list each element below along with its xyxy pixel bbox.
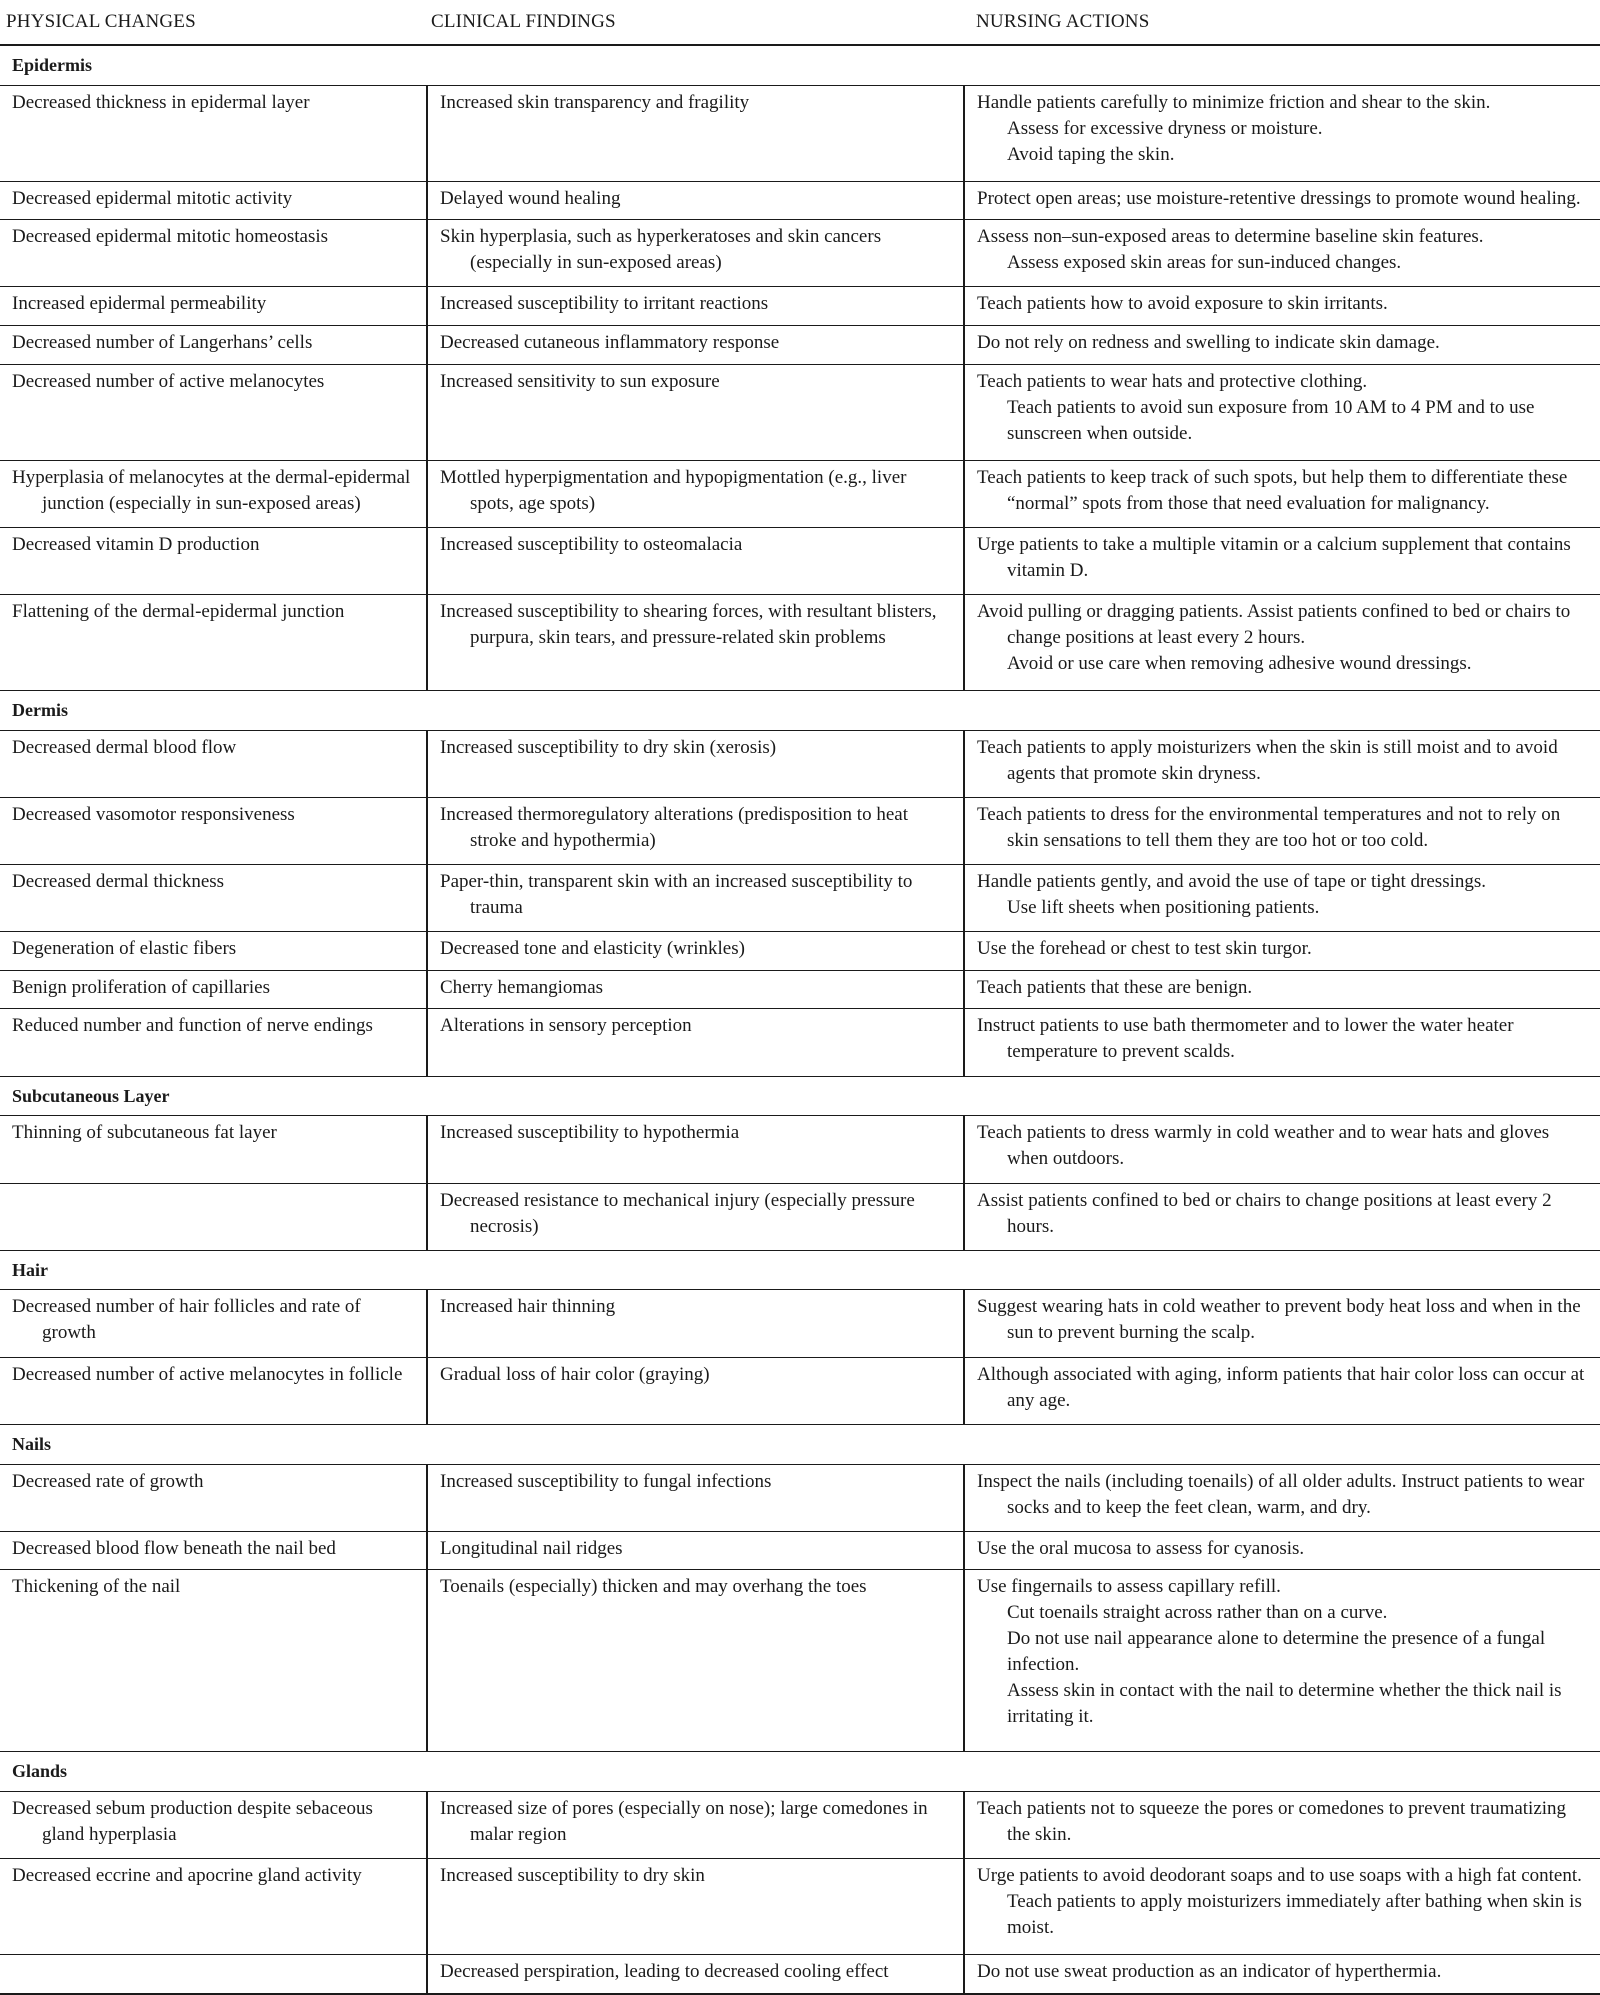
section-row bbox=[0, 690, 1600, 730]
clinical-finding-text: Gradual loss of hair color (graying) bbox=[440, 1363, 710, 1385]
clinical-finding-cell bbox=[427, 730, 964, 797]
section-title: Epidermis bbox=[12, 55, 93, 75]
nursing-action-text: Assess for excessive dryness or moisture. bbox=[1007, 117, 1323, 139]
physical-change-text: Decreased rate of growth bbox=[12, 1470, 204, 1492]
table-row bbox=[0, 287, 1600, 326]
clinical-finding-cell bbox=[427, 1116, 964, 1183]
physical-change-cell bbox=[0, 1791, 427, 1858]
nursing-action-cell bbox=[964, 1859, 1600, 1955]
table-row bbox=[0, 1464, 1600, 1531]
clinical-finding-cell bbox=[427, 1183, 964, 1250]
physical-change-text: Decreased number of hair follicles and rate of growth bbox=[12, 1296, 361, 1344]
physical-change-text: Decreased dermal blood flow bbox=[12, 736, 237, 758]
table-row bbox=[0, 1290, 1600, 1357]
clinical-finding-text: Mottled hyperpigmentation and hypopigmentation (e.g., liver spots, age spots) bbox=[440, 466, 907, 514]
physical-change-text: Degeneration of elastic fibers bbox=[12, 938, 237, 960]
nursing-action-cell bbox=[964, 1009, 1600, 1076]
nursing-action-text: Urge patients to take a multiple vitamin or a calcium supplement that contains vitamin D. bbox=[977, 533, 1571, 581]
section-title: Hair bbox=[12, 1259, 48, 1280]
nursing-action-text: Teach patients to avoid sun exposure from 10 AM to 4 PM and to use sunscreen when outside. bbox=[1007, 396, 1535, 444]
table-row bbox=[0, 1859, 1600, 1955]
clinical-finding-text: Increased susceptibility to irritant reactions bbox=[440, 293, 769, 315]
clinical-finding-cell bbox=[427, 460, 964, 527]
header-physical-changes: PHYSICAL CHANGES bbox=[0, 0, 427, 45]
clinical-finding-text: Decreased cutaneous inflammatory response bbox=[440, 332, 780, 354]
physical-change-cell bbox=[0, 1570, 427, 1752]
physical-change-text: Decreased number of active melanocytes bbox=[12, 370, 325, 392]
physical-change-text: Thickening of the nail bbox=[12, 1576, 181, 1598]
nursing-action-text: Teach patients to apply moisturizers when the skin is still moist and to avoid agents that promote skin dryness. bbox=[977, 736, 1558, 784]
physical-change-cell bbox=[0, 460, 427, 527]
nursing-action-cell bbox=[964, 364, 1600, 460]
physical-change-cell bbox=[0, 1009, 427, 1076]
nursing-action-text: Teach patients not to squeeze the pores or comedones to prevent traumatizing the skin. bbox=[977, 1797, 1567, 1845]
nursing-action-cell bbox=[964, 326, 1600, 365]
physical-change-text: Thinning of subcutaneous fat layer bbox=[12, 1122, 277, 1144]
physical-change-text: Reduced number and function of nerve endings bbox=[12, 1015, 373, 1037]
table-row bbox=[0, 527, 1600, 594]
clinical-finding-text: Increased thermoregulatory alterations (predisposition to heat stroke and hypothermia) bbox=[440, 803, 908, 851]
clinical-finding-text: Increased susceptibility to shearing forces, with resultant blisters, purpura, skin tears, and pressure-related skin problems bbox=[440, 600, 937, 648]
clinical-finding-cell bbox=[427, 1570, 964, 1752]
physical-change-cell bbox=[0, 1464, 427, 1531]
physical-change-text: Benign proliferation of capillaries bbox=[12, 976, 270, 998]
nursing-action-text: Cut toenails straight across rather than on a curve. bbox=[1007, 1602, 1388, 1624]
nursing-action-text: Teach patients to wear hats and protective clothing. bbox=[977, 370, 1368, 392]
nursing-action-text: Urge patients to avoid deodorant soaps and to use soaps with a high fat content. bbox=[977, 1865, 1582, 1887]
physical-change-cell bbox=[0, 594, 427, 690]
clinical-finding-text: Toenails (especially) thicken and may overhang the toes bbox=[440, 1576, 867, 1598]
nursing-action-text: Assess exposed skin areas for sun-induced changes. bbox=[1007, 252, 1402, 274]
clinical-finding-cell bbox=[427, 1859, 964, 1955]
nursing-action-cell bbox=[964, 970, 1600, 1009]
section-row bbox=[0, 1076, 1600, 1116]
clinical-finding-text: Longitudinal nail ridges bbox=[440, 1537, 623, 1559]
table-row bbox=[0, 326, 1600, 365]
nursing-action-text: Instruct patients to use bath thermometer and to lower the water heater temperature to prevent scalds. bbox=[977, 1015, 1514, 1063]
nursing-action-cell bbox=[964, 1464, 1600, 1531]
physical-change-text: Decreased epidermal mitotic homeostasis bbox=[12, 226, 329, 248]
nursing-action-cell bbox=[964, 1955, 1600, 1994]
clinical-finding-text: Decreased resistance to mechanical injury (especially pressure necrosis) bbox=[440, 1189, 915, 1237]
physical-change-text: Decreased blood flow beneath the nail bed bbox=[12, 1537, 336, 1559]
clinical-finding-text: Increased susceptibility to dry skin (xerosis) bbox=[440, 736, 777, 758]
physical-change-text: Decreased vasomotor responsiveness bbox=[12, 803, 295, 825]
nursing-action-text: Avoid pulling or dragging patients. Assist patients confined to bed or chairs to change positions at least every 2 hours. bbox=[977, 600, 1571, 648]
clinical-finding-cell bbox=[427, 1464, 964, 1531]
nursing-action-text: Teach patients that these are benign. bbox=[977, 976, 1253, 998]
nursing-action-text: Use the forehead or chest to test skin turgor. bbox=[977, 938, 1312, 960]
physical-change-cell bbox=[0, 1183, 427, 1250]
nursing-action-text: Teach patients to apply moisturizers immediately after bathing when skin is moist. bbox=[1007, 1891, 1582, 1939]
nursing-action-text: Use fingernails to assess capillary refill. bbox=[977, 1576, 1281, 1598]
physical-change-cell bbox=[0, 1955, 427, 1994]
section-cell bbox=[0, 1424, 1600, 1464]
clinical-finding-text: Delayed wound healing bbox=[440, 187, 621, 209]
nursing-action-cell bbox=[964, 730, 1600, 797]
table-row bbox=[0, 970, 1600, 1009]
clinical-finding-cell bbox=[427, 865, 964, 932]
physical-change-cell bbox=[0, 85, 427, 181]
table-row bbox=[0, 1955, 1600, 1994]
clinical-finding-text: Increased skin transparency and fragility bbox=[440, 91, 750, 113]
clinical-finding-cell bbox=[427, 1290, 964, 1357]
clinical-finding-cell bbox=[427, 364, 964, 460]
table-row bbox=[0, 1357, 1600, 1424]
section-title: Nails bbox=[12, 1433, 52, 1454]
clinical-finding-cell bbox=[427, 1791, 964, 1858]
physical-change-text: Flattening of the dermal-epidermal junction bbox=[12, 600, 345, 622]
clinical-finding-text: Paper-thin, transparent skin with an increased susceptibility to trauma bbox=[440, 871, 913, 919]
physical-change-text: Hyperplasia of melanocytes at the dermal-epidermal junction (especially in sun-exposed areas) bbox=[12, 466, 411, 514]
physical-change-cell bbox=[0, 181, 427, 220]
clinical-finding-text: Increased susceptibility to fungal infections bbox=[440, 1470, 772, 1492]
physical-change-text: Decreased number of Langerhans’ cells bbox=[12, 332, 313, 354]
section-row bbox=[0, 1752, 1600, 1792]
table-row bbox=[0, 1009, 1600, 1076]
section-cell bbox=[0, 1752, 1600, 1792]
physical-change-text: Decreased dermal thickness bbox=[12, 871, 225, 893]
nursing-action-cell bbox=[964, 1183, 1600, 1250]
physical-change-text: Decreased eccrine and apocrine gland activity bbox=[12, 1865, 362, 1887]
physical-change-cell bbox=[0, 326, 427, 365]
clinical-finding-cell bbox=[427, 181, 964, 220]
section-row bbox=[0, 1424, 1600, 1464]
nursing-action-cell bbox=[964, 1290, 1600, 1357]
clinical-finding-cell bbox=[427, 527, 964, 594]
section-title: Dermis bbox=[12, 699, 68, 720]
physical-change-cell bbox=[0, 932, 427, 971]
physical-change-cell bbox=[0, 797, 427, 864]
clinical-finding-text: Decreased tone and elasticity (wrinkles) bbox=[440, 938, 745, 960]
nursing-action-text: Handle patients carefully to minimize friction and shear to the skin. bbox=[977, 91, 1491, 113]
physical-change-text: Increased epidermal permeability bbox=[12, 293, 267, 315]
physical-change-cell bbox=[0, 287, 427, 326]
nursing-action-text: Suggest wearing hats in cold weather to prevent body heat loss and when in the sun to prevent burning the scalp. bbox=[977, 1296, 1581, 1344]
nursing-action-cell bbox=[964, 181, 1600, 220]
nursing-action-text: Assess skin in contact with the nail to determine whether the thick nail is irritating it. bbox=[1007, 1680, 1562, 1728]
physical-change-cell bbox=[0, 970, 427, 1009]
header-nursing-actions: NURSING ACTIONS bbox=[964, 0, 1600, 45]
nursing-action-cell bbox=[964, 460, 1600, 527]
clinical-finding-text: Increased susceptibility to hypothermia bbox=[440, 1122, 740, 1144]
physical-change-cell bbox=[0, 1290, 427, 1357]
nursing-action-text: Avoid taping the skin. bbox=[1007, 143, 1175, 165]
clinical-finding-text: Cherry hemangiomas bbox=[440, 976, 604, 998]
table-row bbox=[0, 797, 1600, 864]
clinical-finding-cell bbox=[427, 970, 964, 1009]
nursing-action-text: Protect open areas; use moisture-retentive dressings to promote wound healing. bbox=[977, 187, 1581, 209]
table-row bbox=[0, 85, 1600, 181]
physical-change-text: Decreased sebum production despite sebaceous gland hyperplasia bbox=[12, 1797, 373, 1845]
section-cell bbox=[0, 1250, 1600, 1290]
physical-change-text: Decreased vitamin D production bbox=[12, 533, 260, 555]
physical-change-cell bbox=[0, 1357, 427, 1424]
clinical-finding-cell bbox=[427, 1955, 964, 1994]
table-row bbox=[0, 865, 1600, 932]
nursing-action-text: Do not rely on redness and swelling to indicate skin damage. bbox=[977, 332, 1440, 354]
nursing-action-cell bbox=[964, 932, 1600, 971]
section-cell bbox=[0, 1076, 1600, 1116]
clinical-finding-cell bbox=[427, 1009, 964, 1076]
nursing-action-text: Assist patients confined to bed or chairs to change positions at least every 2 hours. bbox=[977, 1189, 1552, 1237]
table-row bbox=[0, 364, 1600, 460]
clinical-finding-text: Skin hyperplasia, such as hyperkeratoses and skin cancers (especially in sun-exposed areas) bbox=[440, 226, 882, 274]
section-cell bbox=[0, 45, 1600, 85]
nursing-action-text: Do not use nail appearance alone to determine the presence of a fungal infection. bbox=[1007, 1628, 1546, 1676]
nursing-action-text: Inspect the nails (including toenails) of all older adults. Instruct patients to wear socks and to keep the feet clean, warm, and dry. bbox=[977, 1470, 1585, 1518]
nursing-action-cell bbox=[964, 85, 1600, 181]
nursing-action-cell bbox=[964, 797, 1600, 864]
table-body bbox=[0, 45, 1600, 1994]
physical-change-cell bbox=[0, 730, 427, 797]
clinical-finding-cell bbox=[427, 326, 964, 365]
table-row bbox=[0, 1183, 1600, 1250]
clinical-finding-text: Alterations in sensory perception bbox=[440, 1015, 692, 1037]
nursing-action-text: Teach patients to keep track of such spots, but help them to differentiate these “normal” spots from those that need evaluation for malignancy. bbox=[977, 466, 1568, 514]
clinical-finding-cell bbox=[427, 220, 964, 287]
nursing-action-cell bbox=[964, 287, 1600, 326]
section-title: Glands bbox=[12, 1761, 68, 1782]
section-row bbox=[0, 1250, 1600, 1290]
physical-change-cell bbox=[0, 527, 427, 594]
header-clinical-findings: CLINICAL FINDINGS bbox=[427, 0, 964, 45]
table-row bbox=[0, 730, 1600, 797]
nursing-action-text: Avoid or use care when removing adhesive wound dressings. bbox=[1007, 652, 1472, 674]
clinical-finding-cell bbox=[427, 287, 964, 326]
nursing-action-cell bbox=[964, 1791, 1600, 1858]
nursing-action-text: Teach patients to dress for the environmental temperatures and not to rely on skin sensations to tell them they are too hot or too cold. bbox=[977, 803, 1561, 851]
clinical-finding-text: Increased susceptibility to osteomalacia bbox=[440, 533, 743, 555]
nursing-action-text: Use lift sheets when positioning patients. bbox=[1007, 897, 1320, 919]
table-row bbox=[0, 932, 1600, 971]
nursing-action-cell bbox=[964, 1116, 1600, 1183]
nursing-action-cell bbox=[964, 527, 1600, 594]
table-row bbox=[0, 1116, 1600, 1183]
table-row bbox=[0, 594, 1600, 690]
table-row bbox=[0, 1570, 1600, 1752]
nursing-action-cell bbox=[964, 220, 1600, 287]
nursing-action-cell bbox=[964, 1531, 1600, 1570]
clinical-finding-cell bbox=[427, 797, 964, 864]
table-row bbox=[0, 181, 1600, 220]
physical-change-text: Decreased number of active melanocytes in follicle bbox=[12, 1363, 403, 1385]
header-row bbox=[0, 0, 1600, 45]
physical-change-cell bbox=[0, 220, 427, 287]
nursing-action-cell bbox=[964, 865, 1600, 932]
clinical-finding-text: Increased hair thinning bbox=[440, 1296, 616, 1318]
physical-change-text: Decreased epidermal mitotic activity bbox=[12, 187, 293, 209]
nursing-action-text: Although associated with aging, inform patients that hair color loss can occur at any age. bbox=[977, 1363, 1585, 1411]
nursing-action-text: Do not use sweat production as an indicator of hyperthermia. bbox=[977, 1961, 1442, 1983]
physical-change-cell bbox=[0, 364, 427, 460]
physical-change-cell bbox=[0, 1116, 427, 1183]
nursing-action-text: Teach patients to dress warmly in cold weather and to wear hats and gloves when outdoors. bbox=[977, 1122, 1550, 1170]
nursing-action-cell bbox=[964, 594, 1600, 690]
physical-change-cell bbox=[0, 865, 427, 932]
nursing-action-text: Assess non–sun-exposed areas to determine baseline skin features. bbox=[977, 226, 1484, 248]
table-row bbox=[0, 220, 1600, 287]
section-row bbox=[0, 45, 1600, 85]
section-cell bbox=[0, 690, 1600, 730]
clinical-finding-text: Increased sensitivity to sun exposure bbox=[440, 370, 720, 392]
clinical-finding-cell bbox=[427, 1531, 964, 1570]
clinical-finding-cell bbox=[427, 85, 964, 181]
nursing-action-text: Handle patients gently, and avoid the use of tape or tight dressings. bbox=[977, 871, 1487, 893]
nursing-action-text: Use the oral mucosa to assess for cyanosis. bbox=[977, 1537, 1305, 1559]
table-row bbox=[0, 1791, 1600, 1858]
physical-change-cell bbox=[0, 1859, 427, 1955]
section-title: Subcutaneous Layer bbox=[12, 1085, 170, 1106]
clinical-finding-cell bbox=[427, 932, 964, 971]
nursing-action-text: Teach patients how to avoid exposure to skin irritants. bbox=[977, 293, 1388, 315]
physical-change-cell bbox=[0, 1531, 427, 1570]
clinical-finding-text: Increased size of pores (especially on nose); large comedones in malar region bbox=[440, 1797, 928, 1845]
table-row bbox=[0, 460, 1600, 527]
clinical-finding-cell bbox=[427, 594, 964, 690]
clinical-finding-cell bbox=[427, 1357, 964, 1424]
nursing-action-cell bbox=[964, 1570, 1600, 1752]
table-row bbox=[0, 1531, 1600, 1570]
clinical-finding-text: Decreased perspiration, leading to decreased cooling effect bbox=[440, 1961, 889, 1983]
physical-change-text: Decreased thickness in epidermal layer bbox=[12, 91, 310, 113]
clinical-finding-text: Increased susceptibility to dry skin bbox=[440, 1865, 705, 1887]
nursing-action-cell bbox=[964, 1357, 1600, 1424]
